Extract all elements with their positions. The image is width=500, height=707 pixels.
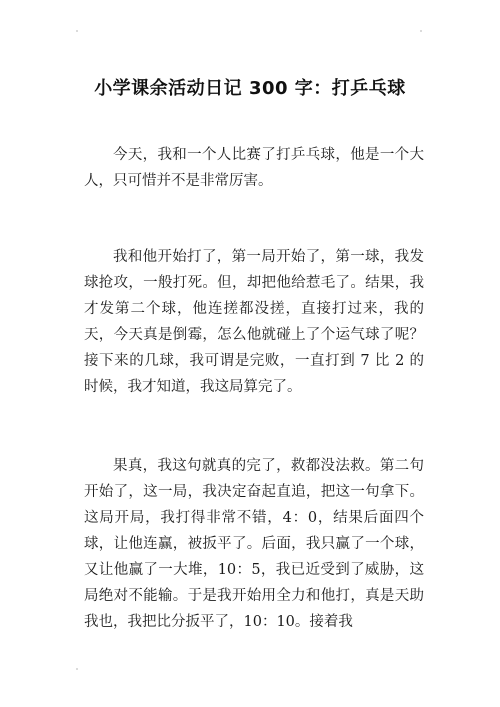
- paragraph-text: 果真，我这句就真的完了，救都没法救。第二句开始了，这一局，我决定奋起直追，把这一句拿下。这局开局，我打得非常不错，4：0，结果后面四个球，让他连赢，被扳平了。后面，我只赢了一个球，又让他赢了一大堆，10：5，我已近受到了威胁，这局绝对不能输。于是我开始用全力和他打，真是天助我也，我把比分扳平了，10：10。接着我: [84, 458, 424, 630]
- paragraph-2: [84, 244, 424, 400]
- paragraph-text: 今天，我和一个人比赛了打乒乓球，他是一个大人，只可惜并不是非常厉害。: [84, 147, 424, 189]
- paragraph-3: [84, 453, 424, 635]
- document-title: 小学课余活动日记 300 字：打乒乓球: [94, 78, 406, 100]
- page-corner-mark: [76, 668, 78, 670]
- page-corner-mark: [420, 30, 422, 32]
- paragraph-1: [84, 142, 424, 194]
- page-corner-mark: [76, 30, 78, 32]
- paragraph-text: 我和他开始打了，第一局开始了，第一球，我发球抢攻，一般打死。但，却把他给惹毛了。结果，我才发第二个球，他连搓都没搓，直接打过来，我的天，今天真是倒霉，怎么他就碰上了个运气球了呢？接下来的几球，我可谓是完败，一直打到 7 比 2 的时候，我才知道，我这局算完了。: [84, 249, 424, 395]
